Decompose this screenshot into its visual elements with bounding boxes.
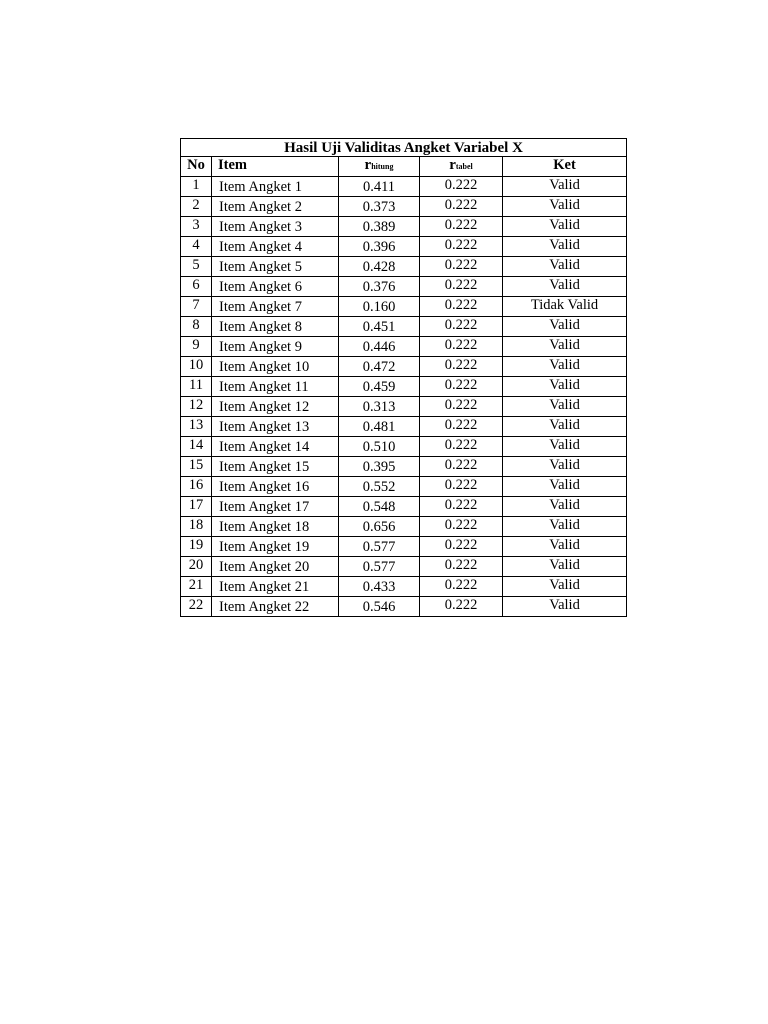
row-item-text: Item Angket 11 (219, 379, 309, 395)
row-item (212, 277, 339, 297)
row-ket (503, 317, 627, 337)
row-ket (503, 357, 627, 377)
row-r-tabel (420, 357, 503, 377)
row-ket-text: Valid (549, 517, 580, 533)
row-no-text: 1 (192, 177, 200, 193)
row-r-hitung (339, 497, 420, 517)
row-ket (503, 557, 627, 577)
row-item-text: Item Angket 9 (219, 339, 302, 355)
row-ket-text: Valid (549, 397, 580, 413)
row-item-text: Item Angket 14 (219, 439, 310, 455)
row-item (212, 217, 339, 237)
row-r-hitung (339, 297, 420, 317)
row-no-text: 15 (188, 457, 204, 473)
row-item (212, 177, 339, 197)
row-ket (503, 457, 627, 477)
row-r-hitung-text: 0.313 (362, 399, 396, 415)
row-r-hitung (339, 277, 420, 297)
row-item-text: Item Angket 12 (219, 399, 310, 415)
row-r-hitung (339, 197, 420, 217)
row-r-hitung (339, 457, 420, 477)
row-r-tabel (420, 517, 503, 537)
row-r-tabel-text: 0.222 (444, 557, 478, 573)
row-r-hitung (339, 557, 420, 577)
row-r-hitung-text: 0.395 (362, 459, 396, 475)
row-no-text: 17 (188, 497, 204, 513)
row-r-hitung (339, 217, 420, 237)
row-no-text: 16 (188, 477, 204, 493)
row-ket-text: Valid (549, 437, 580, 453)
row-no (181, 337, 212, 357)
row-item (212, 397, 339, 417)
row-no-text: 12 (188, 397, 204, 413)
table-row (181, 357, 627, 377)
row-no (181, 417, 212, 437)
row-r-tabel-text: 0.222 (444, 177, 478, 193)
table-row (181, 417, 627, 437)
row-no (181, 377, 212, 397)
row-r-hitung-text: 0.459 (362, 379, 396, 395)
header-r-hitung (339, 157, 420, 177)
row-r-tabel-text: 0.222 (444, 437, 478, 453)
row-ket (503, 577, 627, 597)
row-r-hitung-text: 0.433 (362, 579, 396, 595)
row-no-text: 6 (192, 277, 200, 293)
table-body (181, 177, 627, 617)
table-title-row (181, 139, 627, 157)
row-ket-text: Tidak Valid (530, 297, 599, 313)
row-r-tabel (420, 417, 503, 437)
row-item (212, 437, 339, 457)
row-r-tabel (420, 317, 503, 337)
row-r-tabel-text: 0.222 (444, 377, 478, 393)
row-no (181, 557, 212, 577)
row-r-hitung-text: 0.411 (362, 179, 396, 195)
row-no-text: 11 (189, 377, 203, 393)
header-r-hitung-main: r (364, 157, 372, 173)
row-no-text: 18 (188, 517, 204, 533)
row-r-tabel-text: 0.222 (444, 297, 478, 313)
row-r-tabel-text: 0.222 (444, 197, 478, 213)
row-r-tabel (420, 297, 503, 317)
row-no-text: 20 (188, 557, 204, 573)
row-ket-text: Valid (549, 277, 580, 293)
row-item (212, 597, 339, 617)
row-item (212, 417, 339, 437)
header-r-tabel-sub: tabel (455, 162, 473, 171)
row-ket (503, 597, 627, 617)
row-r-tabel (420, 337, 503, 357)
row-ket-text: Valid (549, 197, 580, 213)
row-r-tabel (420, 537, 503, 557)
row-ket-text: Valid (549, 557, 580, 573)
row-item-text: Item Angket 20 (219, 559, 310, 575)
row-r-hitung (339, 357, 420, 377)
table-row (181, 337, 627, 357)
row-r-tabel (420, 457, 503, 477)
row-item-text: Item Angket 16 (219, 479, 310, 495)
row-r-hitung-text: 0.376 (362, 279, 396, 295)
row-r-tabel (420, 237, 503, 257)
table-row (181, 177, 627, 197)
header-ket: Ket (503, 157, 627, 177)
row-r-hitung (339, 577, 420, 597)
row-r-hitung-text: 0.160 (362, 299, 396, 315)
row-r-tabel-text: 0.222 (444, 357, 478, 373)
table-row (181, 297, 627, 317)
row-no-text: 22 (188, 597, 204, 613)
row-ket-text: Valid (549, 457, 580, 473)
row-r-hitung-text: 0.552 (362, 479, 396, 495)
row-no (181, 577, 212, 597)
row-ket (503, 417, 627, 437)
row-r-hitung-text: 0.446 (362, 339, 396, 355)
row-no-text: 10 (188, 357, 204, 373)
row-r-tabel (420, 437, 503, 457)
row-ket-text: Valid (549, 597, 580, 613)
row-r-hitung (339, 317, 420, 337)
row-item-text: Item Angket 2 (219, 199, 302, 215)
row-item-text: Item Angket 5 (219, 259, 302, 275)
row-ket (503, 377, 627, 397)
row-no (181, 277, 212, 297)
row-no (181, 257, 212, 277)
row-ket-text: Valid (549, 357, 580, 373)
validity-table (180, 138, 627, 617)
row-item (212, 477, 339, 497)
row-no-text: 19 (188, 537, 204, 553)
row-no-text: 21 (188, 577, 204, 593)
row-ket (503, 337, 627, 357)
row-r-tabel-text: 0.222 (444, 317, 478, 333)
row-ket (503, 497, 627, 517)
row-ket (503, 297, 627, 317)
row-ket (503, 217, 627, 237)
row-no-text: 8 (192, 317, 200, 333)
row-r-hitung-text: 0.656 (362, 519, 396, 535)
row-r-tabel (420, 377, 503, 397)
row-r-hitung (339, 377, 420, 397)
row-r-hitung (339, 177, 420, 197)
header-item: Item (212, 157, 339, 177)
row-ket-text: Valid (549, 237, 580, 253)
row-r-hitung-text: 0.428 (362, 259, 396, 275)
row-ket-text: Valid (549, 177, 580, 193)
row-ket-text: Valid (549, 317, 580, 333)
row-r-hitung-text: 0.510 (362, 439, 396, 455)
row-ket (503, 197, 627, 217)
row-no (181, 497, 212, 517)
row-r-hitung-text: 0.546 (362, 599, 396, 615)
row-item (212, 237, 339, 257)
row-no (181, 197, 212, 217)
row-item (212, 537, 339, 557)
table-row (181, 477, 627, 497)
row-item (212, 497, 339, 517)
row-r-tabel (420, 177, 503, 197)
row-r-hitung (339, 337, 420, 357)
row-r-tabel-text: 0.222 (444, 397, 478, 413)
row-ket (503, 437, 627, 457)
row-r-tabel-text: 0.222 (444, 277, 478, 293)
row-r-tabel-text: 0.222 (444, 497, 478, 513)
row-r-tabel-text: 0.222 (444, 457, 478, 473)
row-item-text: Item Angket 13 (219, 419, 310, 435)
row-r-hitung (339, 437, 420, 457)
row-r-hitung (339, 257, 420, 277)
table-row (181, 397, 627, 417)
row-r-hitung (339, 537, 420, 557)
row-r-hitung (339, 417, 420, 437)
row-ket (503, 517, 627, 537)
row-item-text: Item Angket 10 (219, 359, 310, 375)
row-ket-text: Valid (549, 217, 580, 233)
header-r-hitung-sub: hitung (371, 162, 394, 171)
table-row (181, 257, 627, 277)
row-item-text: Item Angket 7 (219, 299, 302, 315)
row-r-tabel (420, 477, 503, 497)
row-r-hitung (339, 397, 420, 417)
row-r-hitung (339, 597, 420, 617)
row-item (212, 577, 339, 597)
row-r-tabel (420, 277, 503, 297)
row-no-text: 2 (192, 197, 200, 213)
row-item-text: Item Angket 21 (219, 579, 310, 595)
table-title: Hasil Uji Validitas Angket Variabel X (181, 139, 627, 157)
row-item (212, 317, 339, 337)
row-item-text: Item Angket 4 (219, 239, 302, 255)
row-no (181, 397, 212, 417)
header-r-tabel (420, 157, 503, 177)
row-r-hitung (339, 517, 420, 537)
row-item-text: Item Angket 15 (219, 459, 310, 475)
row-no (181, 537, 212, 557)
row-ket-text: Valid (549, 537, 580, 553)
row-r-hitung-text: 0.481 (362, 419, 396, 435)
row-r-hitung-text: 0.577 (362, 559, 396, 575)
row-item-text: Item Angket 22 (219, 599, 310, 615)
row-r-tabel (420, 257, 503, 277)
row-no (181, 517, 212, 537)
row-r-tabel-text: 0.222 (444, 597, 478, 613)
row-r-hitung-text: 0.472 (362, 359, 396, 375)
row-r-tabel (420, 197, 503, 217)
row-r-tabel (420, 597, 503, 617)
table-row (181, 197, 627, 217)
row-ket (503, 277, 627, 297)
header-r-tabel-main: r (449, 157, 456, 173)
row-ket (503, 237, 627, 257)
row-item-text: Item Angket 1 (219, 179, 302, 195)
row-no (181, 477, 212, 497)
row-r-hitung-text: 0.373 (362, 199, 396, 215)
row-item (212, 457, 339, 477)
row-item (212, 197, 339, 217)
row-r-tabel-text: 0.222 (444, 417, 478, 433)
row-r-tabel (420, 497, 503, 517)
table-row (181, 577, 627, 597)
row-r-hitung (339, 477, 420, 497)
table-row (181, 317, 627, 337)
row-no (181, 357, 212, 377)
row-no (181, 457, 212, 477)
row-ket (503, 177, 627, 197)
row-no-text: 3 (192, 217, 200, 233)
row-no (181, 237, 212, 257)
table-header-row (181, 157, 627, 177)
row-ket-text: Valid (549, 377, 580, 393)
row-ket (503, 257, 627, 277)
table-row (181, 377, 627, 397)
row-no (181, 297, 212, 317)
row-no-text: 13 (188, 417, 204, 433)
row-r-tabel-text: 0.222 (444, 477, 478, 493)
row-ket-text: Valid (549, 577, 580, 593)
row-r-tabel-text: 0.222 (444, 257, 478, 273)
row-r-hitung-text: 0.389 (362, 219, 396, 235)
row-item (212, 337, 339, 357)
row-r-tabel (420, 217, 503, 237)
row-item-text: Item Angket 17 (219, 499, 310, 515)
row-item-text: Item Angket 19 (219, 539, 310, 555)
row-r-tabel (420, 577, 503, 597)
row-item-text: Item Angket 6 (219, 279, 302, 295)
table-row (181, 557, 627, 577)
row-item (212, 257, 339, 277)
table-row (181, 517, 627, 537)
row-item (212, 557, 339, 577)
row-r-tabel-text: 0.222 (444, 237, 478, 253)
row-item-text: Item Angket 8 (219, 319, 302, 335)
table-row (181, 537, 627, 557)
row-r-tabel-text: 0.222 (444, 537, 478, 553)
row-item (212, 297, 339, 317)
row-r-hitung (339, 237, 420, 257)
row-ket-text: Valid (549, 477, 580, 493)
row-no-text: 5 (192, 257, 200, 273)
row-ket (503, 477, 627, 497)
table-row (181, 437, 627, 457)
row-r-tabel-text: 0.222 (444, 577, 478, 593)
row-item (212, 357, 339, 377)
row-ket (503, 537, 627, 557)
table-row (181, 277, 627, 297)
row-ket-text: Valid (549, 337, 580, 353)
row-r-tabel (420, 397, 503, 417)
row-no (181, 177, 212, 197)
table-row (181, 457, 627, 477)
row-r-hitung-text: 0.577 (362, 539, 396, 555)
row-r-tabel (420, 557, 503, 577)
row-no (181, 437, 212, 457)
row-no (181, 597, 212, 617)
row-r-hitung-text: 0.396 (362, 239, 396, 255)
row-r-tabel-text: 0.222 (444, 517, 478, 533)
row-r-tabel-text: 0.222 (444, 337, 478, 353)
table-row (181, 597, 627, 617)
table-row (181, 237, 627, 257)
row-item (212, 377, 339, 397)
table-row (181, 217, 627, 237)
row-no (181, 317, 212, 337)
row-r-tabel-text: 0.222 (444, 217, 478, 233)
row-no-text: 9 (192, 337, 200, 353)
row-r-hitung-text: 0.548 (362, 499, 396, 515)
row-r-hitung-text: 0.451 (362, 319, 396, 335)
row-item (212, 517, 339, 537)
row-item-text: Item Angket 3 (219, 219, 302, 235)
row-ket (503, 397, 627, 417)
row-ket-text: Valid (549, 417, 580, 433)
row-ket-text: Valid (549, 497, 580, 513)
row-no (181, 217, 212, 237)
table-row (181, 497, 627, 517)
row-no-text: 7 (192, 297, 200, 313)
row-no-text: 4 (192, 237, 200, 253)
row-no-text: 14 (188, 437, 204, 453)
row-item-text: Item Angket 18 (219, 519, 310, 535)
row-ket-text: Valid (549, 257, 580, 273)
header-no: No (181, 157, 212, 177)
